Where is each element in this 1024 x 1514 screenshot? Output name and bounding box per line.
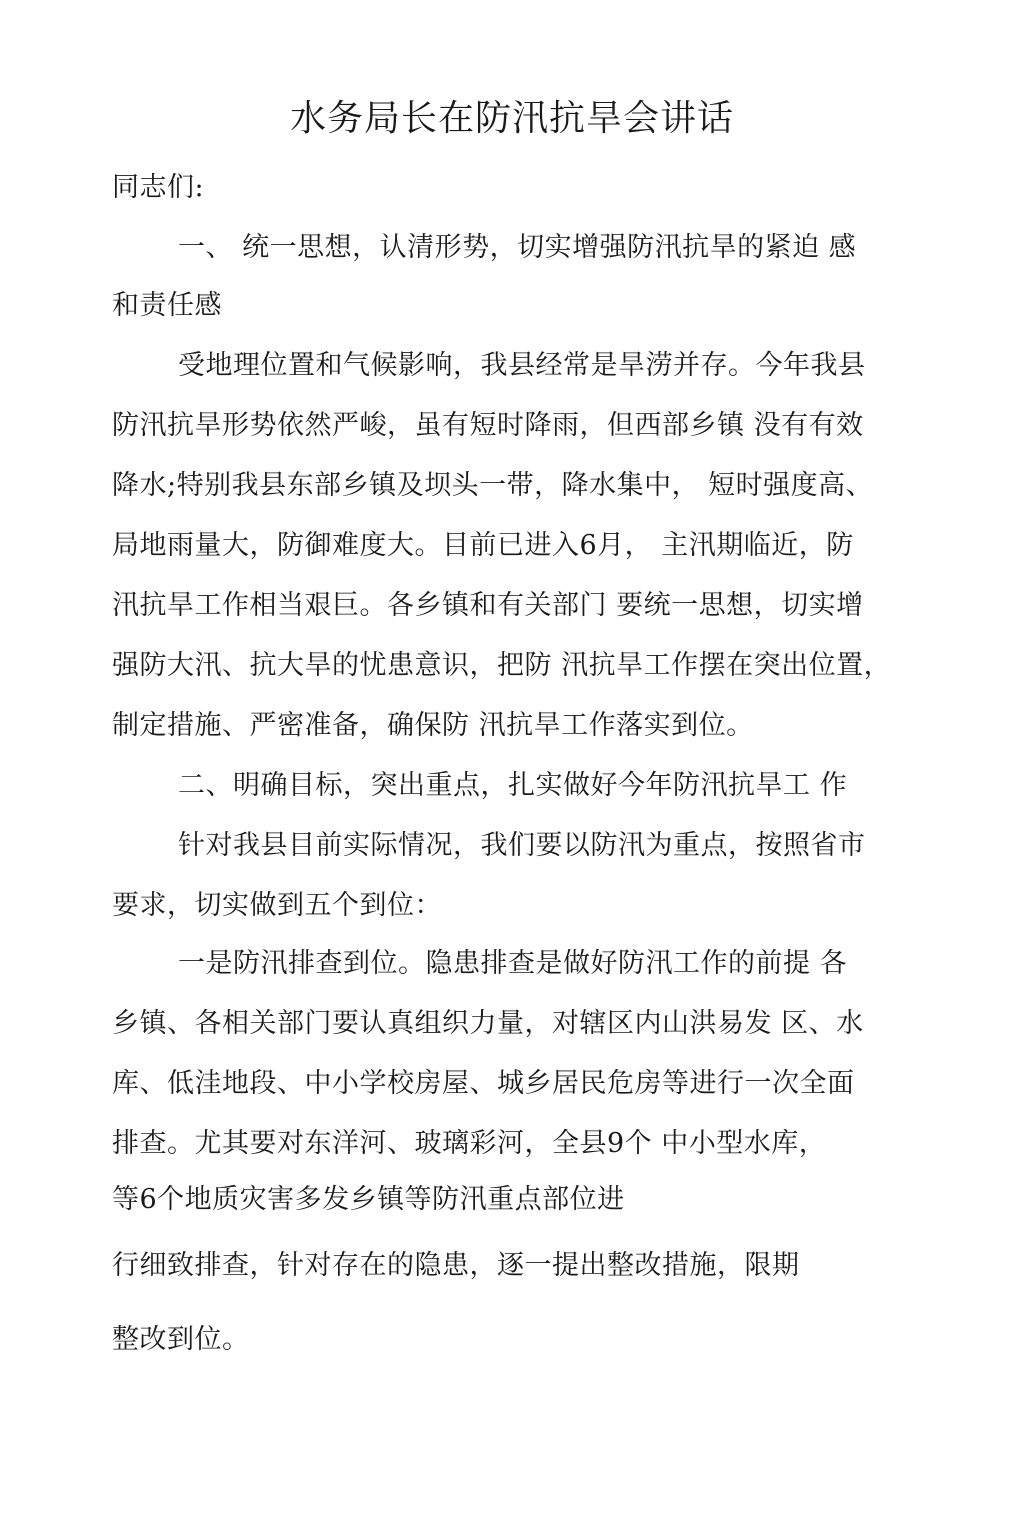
paragraph-line: 排查。尤其要对东洋河、玻璃彩河，全县9个 中小型水库， bbox=[112, 1128, 827, 1159]
document-title: 水务局长在防汛抗旱会讲话 bbox=[289, 98, 734, 139]
paragraph-line: 降水;特别我县东部乡镇及坝头一带，降水集中， 短时强度高、 bbox=[112, 470, 874, 501]
paragraph-line: 汛抗旱工作相当艰巨。各乡镇和有关部门 要统一思想，切实增 bbox=[112, 590, 864, 621]
salutation: 同志们: bbox=[112, 172, 205, 203]
paragraph-line: 针对我县目前实际情况，我们要以防汛为重点，按照省市 bbox=[178, 830, 866, 861]
paragraph-line: 局地雨量大，防御难度大。目前已进入6月， 主汛期临近，防 bbox=[112, 530, 854, 561]
paragraph-line: 行细致排查，针对存在的隐患，逐一提出整改措施，限期 bbox=[112, 1250, 800, 1281]
paragraph-line: 强防大汛、抗大旱的忧患意识，把防 汛抗旱工作摆在突出位置， bbox=[112, 650, 892, 681]
section-heading-2: 二、明确目标，突出重点，扎实做好今年防汛抗旱工 作 bbox=[178, 770, 848, 801]
paragraph-line: 防汛抗旱形势依然严峻，虽有短时降雨，但西部乡镇 没有有效 bbox=[112, 410, 864, 441]
paragraph-line: 制定措施、严密准备，确保防 汛抗旱工作落实到位。 bbox=[112, 710, 754, 741]
paragraph-line: 一是防汛排查到位。隐患排查是做好防汛工作的前提 各 bbox=[178, 948, 848, 979]
paragraph-line: 整改到位。 bbox=[112, 1324, 250, 1355]
paragraph-line: 要求，切实做到五个到位： bbox=[112, 890, 442, 921]
paragraph-line: 等6个地质灾害多发乡镇等防汛重点部位进 bbox=[112, 1184, 625, 1215]
paragraph-line: 库、低洼地段、中小学校房屋、城乡居民危房等进行一次全面 bbox=[112, 1068, 855, 1099]
paragraph-line: 和责任感 bbox=[112, 290, 222, 321]
paragraph-line: 受地理位置和气候影响，我县经常是旱涝并存。今年我县 bbox=[178, 350, 866, 381]
section-heading-1: 一、 统一思想，认清形势，切实增强防汛抗旱的紧迫 感 bbox=[178, 232, 857, 263]
paragraph-line: 乡镇、各相关部门要认真组织力量，对辖区内山洪易发 区、水 bbox=[112, 1008, 864, 1039]
